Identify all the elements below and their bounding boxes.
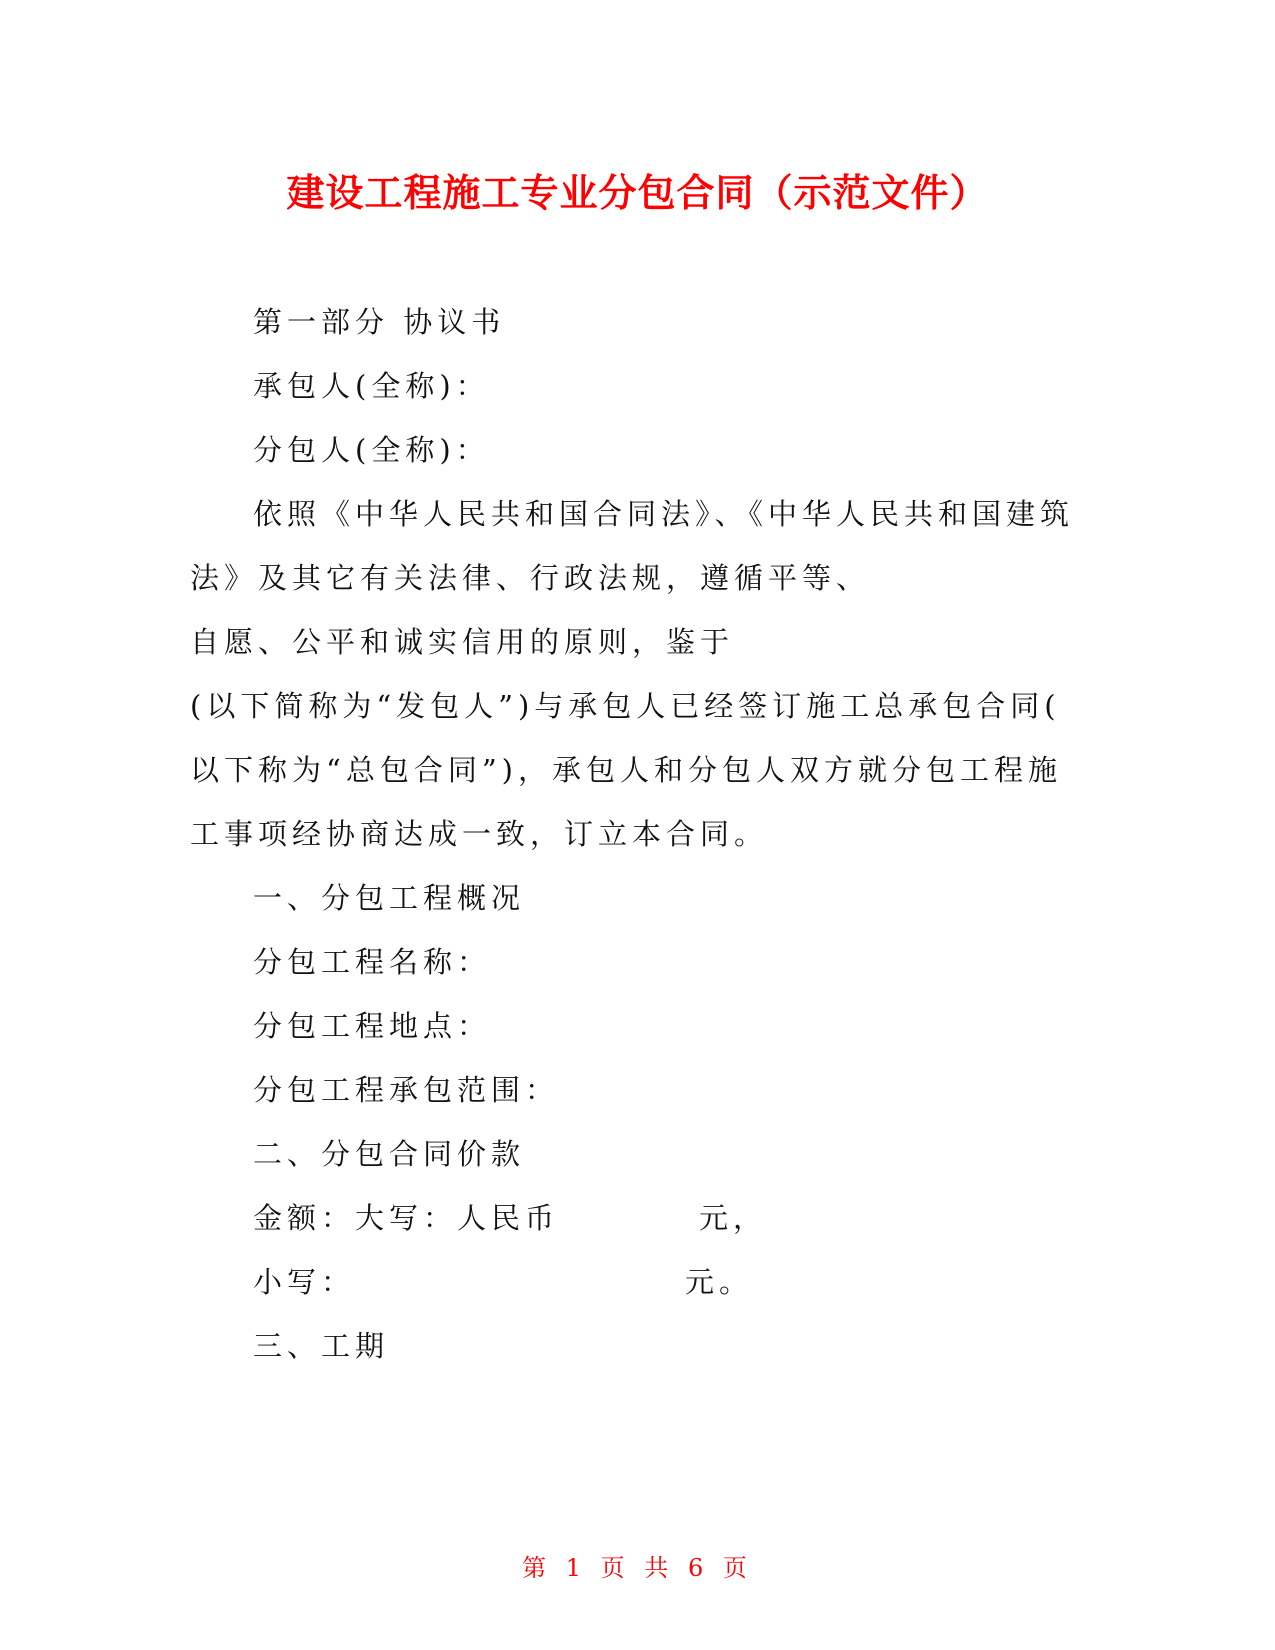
project-scope-label: 分包工程承包范围： [253, 1073, 560, 1107]
section-heading: 三、工期 [253, 1329, 390, 1363]
preamble-line: (以下简称为“发包人”)与承包人已经签订施工总承包合同( [190, 689, 1061, 723]
subcontractor-line: 分包人(全称)： [253, 433, 490, 467]
project-location-label: 分包工程地点： [253, 1009, 492, 1043]
amount-lowercase-line [190, 1250, 1080, 1314]
preamble-line: 以下称为“总包合同”)，承包人和分包人双方就分包工程施 [190, 753, 1062, 787]
preamble-line: 法》及其它有关法律、行政法规，遵循平等、 [190, 561, 871, 595]
part-heading: 第一部分 协议书 [253, 305, 506, 339]
amount-uppercase-line [190, 1186, 1080, 1250]
document-body [190, 290, 1080, 1378]
section-heading: 一、分包工程概况 [253, 881, 526, 915]
contractor-line: 承包人(全称)： [253, 369, 490, 403]
preamble-line: 依照《中华人民共和国合同法》、《中华人民共和国建筑 [253, 497, 1075, 531]
section-heading: 二、分包合同价款 [253, 1137, 526, 1171]
project-name-label: 分包工程名称： [253, 945, 492, 979]
amount-lowercase-label: 小写： [253, 1265, 356, 1299]
page-indicator: 第 1 页 共 6 页 [522, 1554, 753, 1582]
preamble-line: 工事项经协商达成一致，订立本合同。 [190, 817, 769, 851]
preamble-line: 自愿、公平和诚实信用的原则，鉴于 [190, 625, 735, 659]
amount-lowercase-unit: 元。 [685, 1265, 754, 1299]
document-title: 建设工程施工专业分包合同（示范文件） [286, 171, 989, 215]
amount-uppercase-unit: 元， [699, 1201, 768, 1235]
amount-uppercase-label: 金额：大写：人民币 [253, 1201, 560, 1235]
